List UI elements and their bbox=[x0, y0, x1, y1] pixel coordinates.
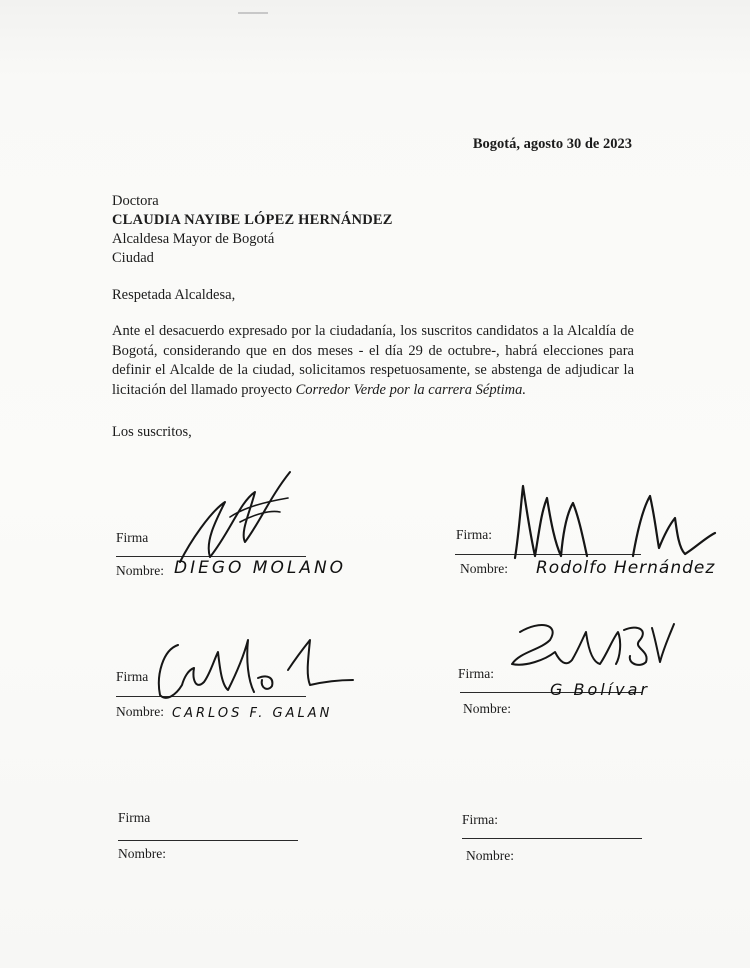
signature-1-firma-label: Firma bbox=[116, 530, 149, 545]
signature-5-firma-label: Firma bbox=[118, 810, 151, 825]
project-name: Corredor Verde por la carrera Séptima. bbox=[295, 381, 526, 398]
signature-1-nombre-label: Nombre: bbox=[116, 563, 164, 578]
signature-3-mark bbox=[148, 630, 358, 710]
signature-6-nombre-label: Nombre: bbox=[466, 848, 514, 863]
recipient-city: Ciudad bbox=[112, 250, 154, 266]
recipient-position: Alcaldesa Mayor de Bogotá bbox=[112, 231, 275, 247]
signature-2-handwritten-name: Rodolfo Hernández bbox=[536, 558, 716, 578]
signature-3-nombre-label: Nombre: bbox=[116, 704, 164, 719]
body-paragraph bbox=[112, 322, 634, 400]
signature-2-firma-label: Firma: bbox=[456, 527, 492, 542]
signature-3-handwritten-name: CARLOS F. GALAN bbox=[172, 706, 333, 721]
signature-4-firma-label: Firma: bbox=[458, 666, 494, 681]
signature-6-firma-label: Firma: bbox=[462, 812, 498, 827]
scan-mark bbox=[238, 12, 268, 14]
signature-5-nombre-label: Nombre: bbox=[118, 846, 166, 861]
signature-2-nombre-label: Nombre: bbox=[460, 561, 508, 576]
signature-1-handwritten-name: DIEGO MOLANO bbox=[174, 558, 347, 578]
recipient-name: CLAUDIA NAYIBE LÓPEZ HERNÁNDEZ bbox=[112, 212, 393, 228]
recipient-title: Doctora bbox=[112, 193, 159, 209]
signature-4-handwritten-name: G Bolívar bbox=[550, 680, 650, 699]
body-text: Ante el desacuerdo expresado por la ciudadanía, los suscritos candidatos a la Alcaldía de Bogotá, considerando que en dos meses - el día 29 de octubre-, habrá elecciones para definir el Alcalde de la ciudad, solicitamos respetuosamente, se abstenga de adjudicar la licitación del llamado proyecto bbox=[112, 323, 634, 398]
closing: Los suscritos, bbox=[112, 424, 192, 440]
letter-date: Bogotá, agosto 30 de 2023 bbox=[472, 136, 632, 152]
signature-5-line bbox=[118, 840, 298, 841]
signature-3-firma-label: Firma bbox=[116, 669, 149, 684]
greeting: Respetada Alcaldesa, bbox=[112, 287, 236, 303]
signature-6-line bbox=[462, 838, 642, 839]
signature-4-mark bbox=[500, 612, 680, 687]
signature-4-nombre-label: Nombre: bbox=[463, 701, 511, 716]
signature-1-mark bbox=[170, 462, 310, 572]
signature-2-mark bbox=[505, 478, 720, 568]
